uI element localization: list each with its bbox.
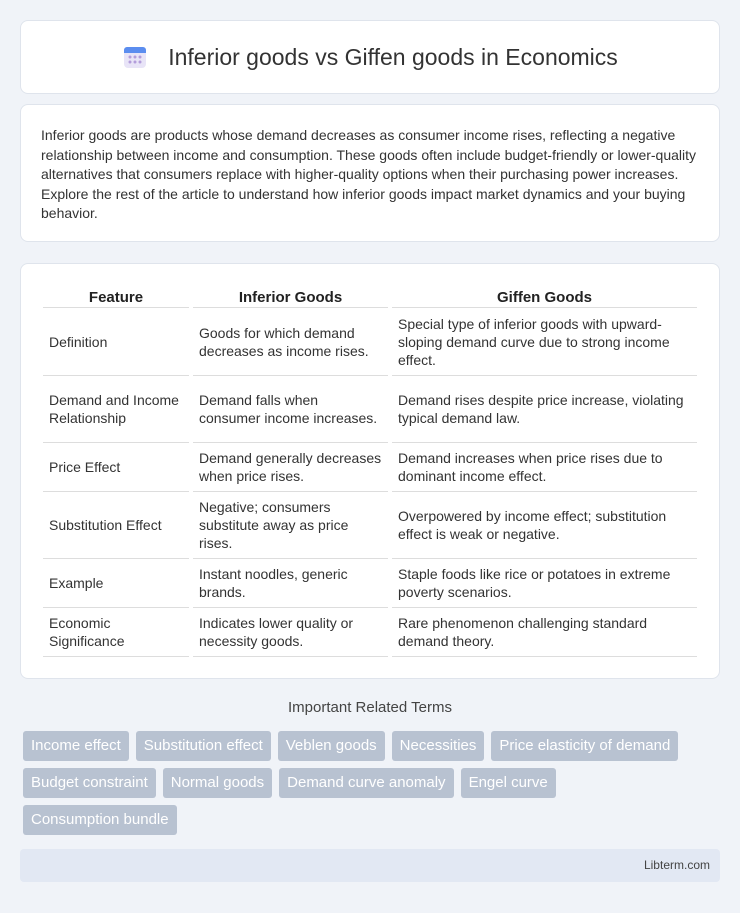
table-header-row xyxy=(43,284,697,308)
header-giffen-goods: Giffen Goods xyxy=(392,284,697,308)
tag-consumption-bundle[interactable]: Consumption bundle xyxy=(23,805,177,835)
row-giffen: Overpowered by income effect; substitution effect is weak or negative. xyxy=(392,492,697,559)
footer-site-link[interactable]: Libterm.com xyxy=(643,858,710,872)
row-giffen: Staple foods like rice or potatoes in extreme poverty scenarios. xyxy=(392,559,697,608)
row-giffen: Demand increases when price rises due to dominant income effect. xyxy=(392,443,697,492)
header-feature: Feature xyxy=(43,284,189,308)
calendar-icon xyxy=(122,44,148,70)
row-inferior: Instant noodles, generic brands. xyxy=(193,559,388,608)
tag-normal-goods[interactable]: Normal goods xyxy=(163,768,272,798)
comparison-table xyxy=(39,284,701,657)
tag-price-elasticity[interactable]: Price elasticity of demand xyxy=(491,731,678,761)
row-inferior: Indicates lower quality or necessity goods. xyxy=(193,608,388,657)
row-feature: Economic Significance xyxy=(43,608,189,657)
table-row xyxy=(43,376,697,443)
table-row xyxy=(43,308,697,376)
row-giffen: Rare phenomenon challenging standard demand theory. xyxy=(392,608,697,657)
footer xyxy=(20,849,720,882)
tag-budget-constraint[interactable]: Budget constraint xyxy=(23,768,156,798)
related-terms-tags xyxy=(23,731,723,842)
row-feature: Price Effect xyxy=(43,443,189,492)
row-feature: Demand and Income Relationship xyxy=(43,376,189,443)
row-giffen: Special type of inferior goods with upward-sloping demand curve due to strong income effect. xyxy=(392,308,697,376)
header-inferior-goods: Inferior Goods xyxy=(193,284,388,308)
tag-income-effect[interactable]: Income effect xyxy=(23,731,129,761)
row-feature: Example xyxy=(43,559,189,608)
row-inferior: Demand generally decreases when price rises. xyxy=(193,443,388,492)
intro-text: Inferior goods are products whose demand decreases as consumer income rises, reflecting a negative relationship between income and consumption. These goods often include budget-friendly or lower-quality alternatives that consumers replace with higher-quality options when their purchasing power increases. Explore the rest of the article to understand how inferior goods impact market dynamics and your buying behavior. xyxy=(41,127,697,221)
related-terms-title: Important Related Terms xyxy=(288,699,452,716)
row-inferior: Negative; consumers substitute away as price rises. xyxy=(193,492,388,559)
tag-engel-curve[interactable]: Engel curve xyxy=(461,768,556,798)
row-inferior: Goods for which demand decreases as income rises. xyxy=(193,308,388,376)
row-feature: Substitution Effect xyxy=(43,492,189,559)
intro-card xyxy=(20,104,720,242)
row-inferior: Demand falls when consumer income increases. xyxy=(193,376,388,443)
table-row xyxy=(43,608,697,657)
row-giffen: Demand rises despite price increase, violating typical demand law. xyxy=(392,376,697,443)
comparison-table-card xyxy=(20,263,720,679)
page-title: Inferior goods vs Giffen goods in Economics xyxy=(168,43,618,70)
row-feature: Definition xyxy=(43,308,189,376)
tag-substitution-effect[interactable]: Substitution effect xyxy=(136,731,271,761)
table-row xyxy=(43,443,697,492)
tag-veblen-goods[interactable]: Veblen goods xyxy=(278,731,385,761)
table-row xyxy=(43,492,697,559)
tag-necessities[interactable]: Necessities xyxy=(392,731,485,761)
table-row xyxy=(43,559,697,608)
header-card xyxy=(20,20,720,94)
tag-demand-curve-anomaly[interactable]: Demand curve anomaly xyxy=(279,768,453,798)
